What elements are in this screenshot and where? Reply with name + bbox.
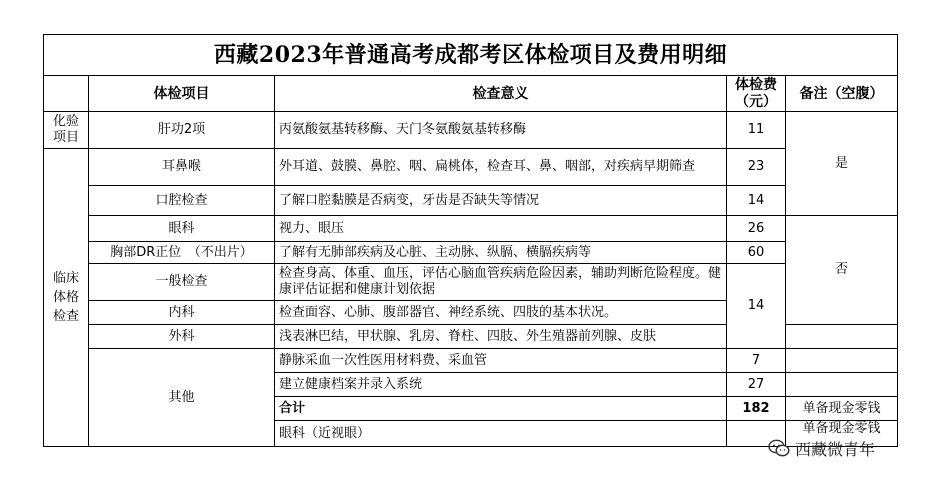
row-meaning: 建立健康档案并录入系统 xyxy=(275,373,727,397)
row-fee: 27 xyxy=(727,373,786,397)
row-fee: 26 xyxy=(727,216,786,242)
row-item: 耳鼻喉 xyxy=(89,149,275,186)
header-item: 体检项目 xyxy=(89,76,275,112)
row-meaning: 检查身高、体重、血压，评估心脑血管疾病危险因素，辅助判断危险程度。健康评估证据和健康计划依据 xyxy=(275,264,727,301)
table-title: 西藏2023年普通高考成都考区体检项目及费用明细 xyxy=(44,35,898,76)
row-meaning: 静脉采血一次性医用材料费、采血管 xyxy=(275,349,727,373)
row-meaning: 浅表淋巴结，甲状腺、乳房、脊柱、四肢、外生殖器前列腺、皮肤 xyxy=(275,325,727,349)
row-item: 胸部DR正位 （不出片） xyxy=(89,242,275,264)
total-label: 合计 xyxy=(275,397,727,421)
row-fee: 7 xyxy=(727,349,786,373)
row-meaning: 眼科（近视眼） xyxy=(275,421,727,447)
remark-yes: 是 xyxy=(786,112,898,216)
remark-blank xyxy=(786,325,898,349)
row-meaning: 了解口腔黏膜是否病变，牙齿是否缺失等情况 xyxy=(275,186,727,216)
remark-no: 否 xyxy=(786,216,898,325)
row-fee: 14 xyxy=(727,186,786,216)
other-item: 其他 xyxy=(89,349,275,447)
group-clinical: 临床体格检查 xyxy=(44,149,89,447)
remark-blank xyxy=(786,373,898,397)
header-fee: 体检费（元） xyxy=(727,76,786,112)
total-fee: 182 xyxy=(727,397,786,421)
watermark xyxy=(768,437,875,459)
remark-blank xyxy=(786,349,898,373)
row-meaning: 外耳道、鼓膜、鼻腔、咽、扁桃体，检查耳、鼻、咽部，对疾病早期筛查 xyxy=(275,149,727,186)
row-meaning: 丙氨酸氨基转移酶、天门冬氨酸氨基转移酶 xyxy=(275,112,727,149)
fee-exam-group: 14 xyxy=(727,264,786,349)
header-remark: 备注（空腹） xyxy=(786,76,898,112)
row-meaning: 视力、眼压 xyxy=(275,216,727,242)
row-item: 肝功2项 xyxy=(89,112,275,149)
row-remark: 单备现金零钱 xyxy=(786,421,898,447)
fee-table xyxy=(43,34,898,447)
watermark-text: 西藏微青年 xyxy=(795,439,876,459)
row-item: 眼科 xyxy=(89,216,275,242)
row-item: 一般检查 xyxy=(89,264,275,301)
fee-table-sheet xyxy=(43,34,897,452)
row-remark: 单备现金零钱 xyxy=(786,397,898,421)
header-blank xyxy=(44,76,89,112)
row-fee: 60 xyxy=(727,242,786,264)
wechat-icon xyxy=(768,439,790,457)
row-meaning: 检查面容、心肺、腹部器官、神经系统、四肢的基本状况。 xyxy=(275,301,727,325)
row-fee: 23 xyxy=(727,149,786,186)
group-lab: 化验项目 xyxy=(44,112,89,149)
row-item: 口腔检查 xyxy=(89,186,275,216)
row-item: 外科 xyxy=(89,325,275,349)
row-item: 内科 xyxy=(89,301,275,325)
header-meaning: 检查意义 xyxy=(275,76,727,112)
row-fee: 11 xyxy=(727,112,786,149)
row-meaning: 了解有无肺部疾病及心脏、主动脉、纵膈、横膈疾病等 xyxy=(275,242,727,264)
